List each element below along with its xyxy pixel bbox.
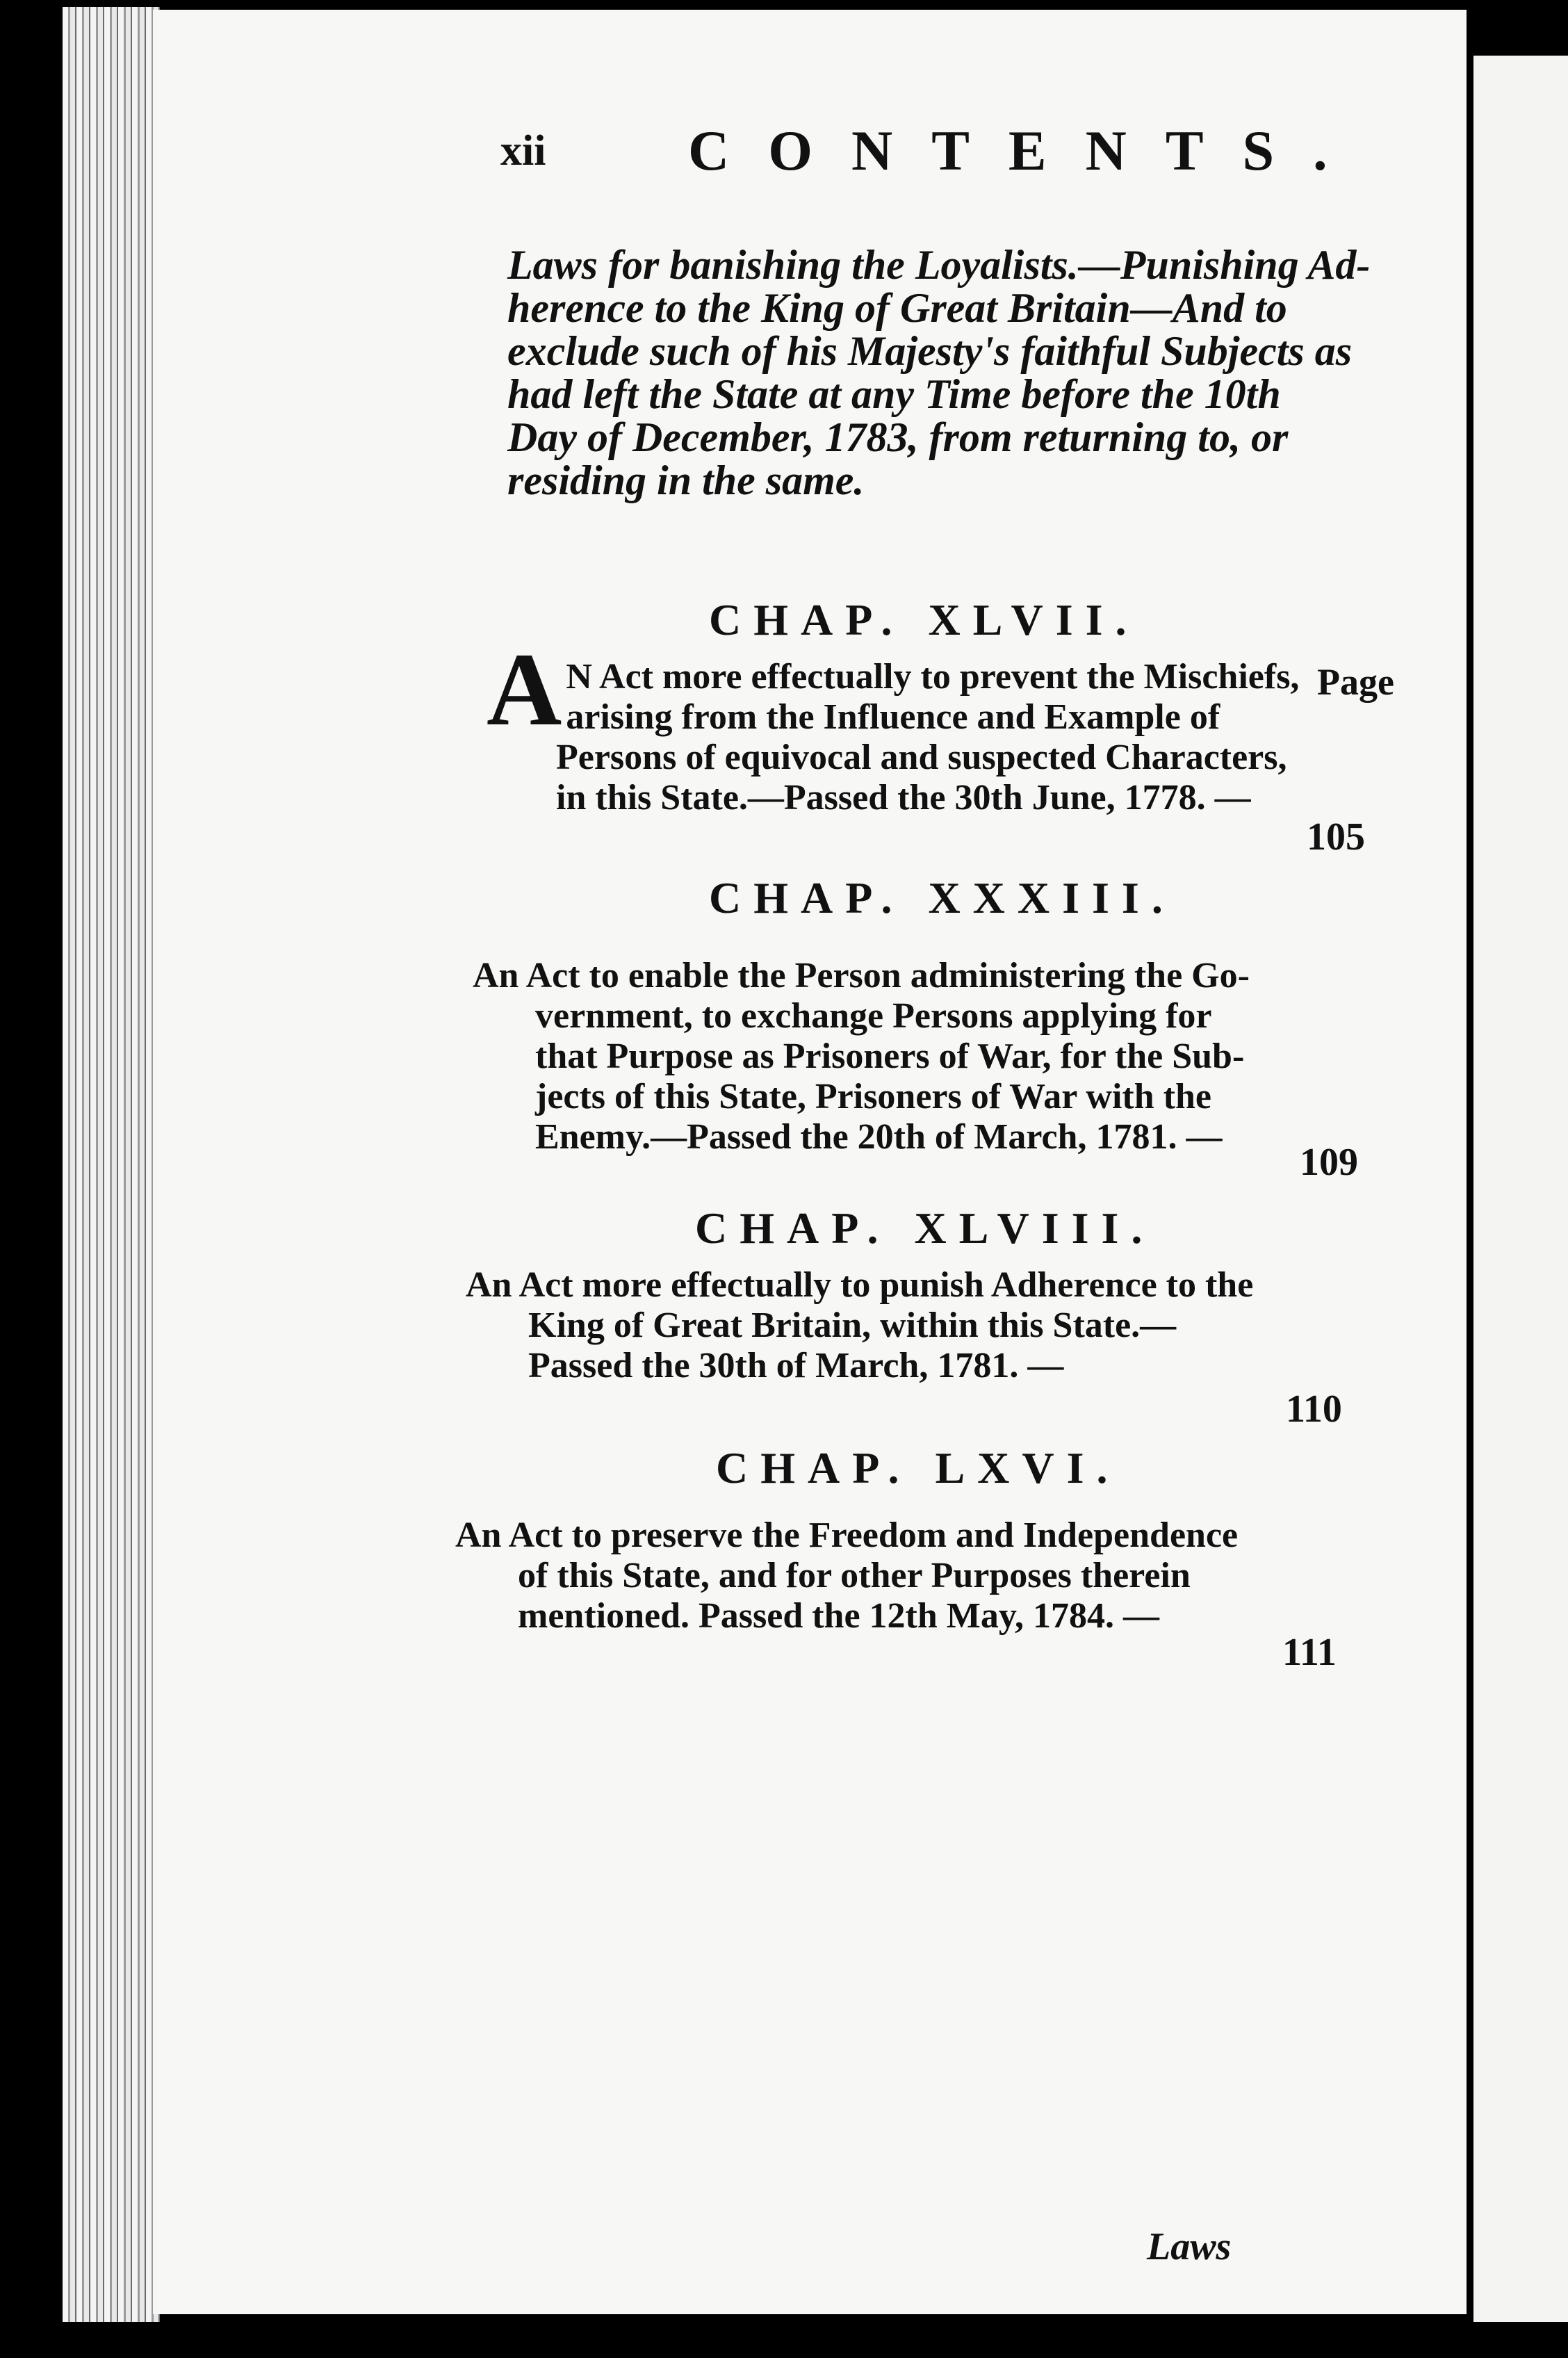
page-number: 110 [1286, 1388, 1342, 1431]
page-number: 109 [1300, 1141, 1358, 1184]
page-column-label: Page [1317, 661, 1394, 703]
entry-line: arising from the Influence and Example of [566, 697, 1220, 737]
drop-cap: A [487, 632, 562, 747]
entry-line: An Act to preserve the Freedom and Independence [455, 1515, 1239, 1555]
intro-paragraph [507, 243, 1404, 502]
intro-line: Laws for banishing the Loyalists.—Punishing Ad- [507, 242, 1371, 288]
book-spine-edge [63, 7, 160, 2322]
entry-line: Persons of equivocal and suspected Characters, [556, 738, 1287, 777]
intro-line: had left the State at any Time before the 10th [507, 371, 1281, 417]
entry-line: that Purpose as Prisoners of War, for the Sub- [535, 1036, 1245, 1076]
chapter-entry [473, 956, 1279, 1157]
page-number: 105 [1307, 815, 1365, 859]
chapter-entry [455, 1515, 1261, 1636]
entry-line: An Act more effectually to punish Adherence to the [466, 1265, 1254, 1305]
chapter-heading: CHAP. XLVII. [709, 595, 1139, 644]
facing-page-edge [1473, 56, 1568, 2322]
chapter-heading: CHAP. XLVIII. [695, 1203, 1155, 1253]
page-number: 111 [1282, 1631, 1337, 1674]
running-title: CONTENTS. [688, 119, 1366, 182]
chapter-heading: CHAP. XXXIII. [709, 873, 1175, 922]
intro-line: residing in the same. [507, 457, 865, 503]
entry-line: An Act to enable the Person administering the Go- [473, 956, 1250, 995]
page-header [500, 118, 1397, 209]
entry-line: King of Great Britain, within this State.— [528, 1306, 1177, 1345]
entry-line: of this State, and for other Purposes therein [518, 1556, 1191, 1595]
chapter-heading: CHAP. LXVI. [716, 1443, 1120, 1493]
entry-line: in this State.—Passed the 30th June, 1778. — [556, 778, 1251, 818]
entry-line: jects of this State, Prisoners of War with the [535, 1077, 1211, 1116]
chapter-entry [466, 1265, 1272, 1386]
intro-line: Day of December, 1783, from returning to, or [507, 414, 1289, 460]
entry-line: Enemy.—Passed the 20th of March, 1781. — [535, 1117, 1223, 1157]
chapter-entry [487, 632, 1300, 818]
entry-line: vernment, to exchange Persons applying for [535, 996, 1212, 1036]
page-folio: xii [500, 127, 546, 174]
intro-line: exclude such of his Majesty's faithful Subjects as [507, 328, 1353, 374]
catchword-bottom-right: Laws [1147, 2225, 1232, 2268]
entry-line: mentioned. Passed the 12th May, 1784. — [518, 1596, 1159, 1636]
intro-line: herence to the King of Great Britain—And to [507, 285, 1287, 331]
entry-line: Passed the 30th of March, 1781. — [528, 1346, 1064, 1385]
entry-line: N Act more effectually to prevent the Mischiefs, [566, 657, 1300, 697]
